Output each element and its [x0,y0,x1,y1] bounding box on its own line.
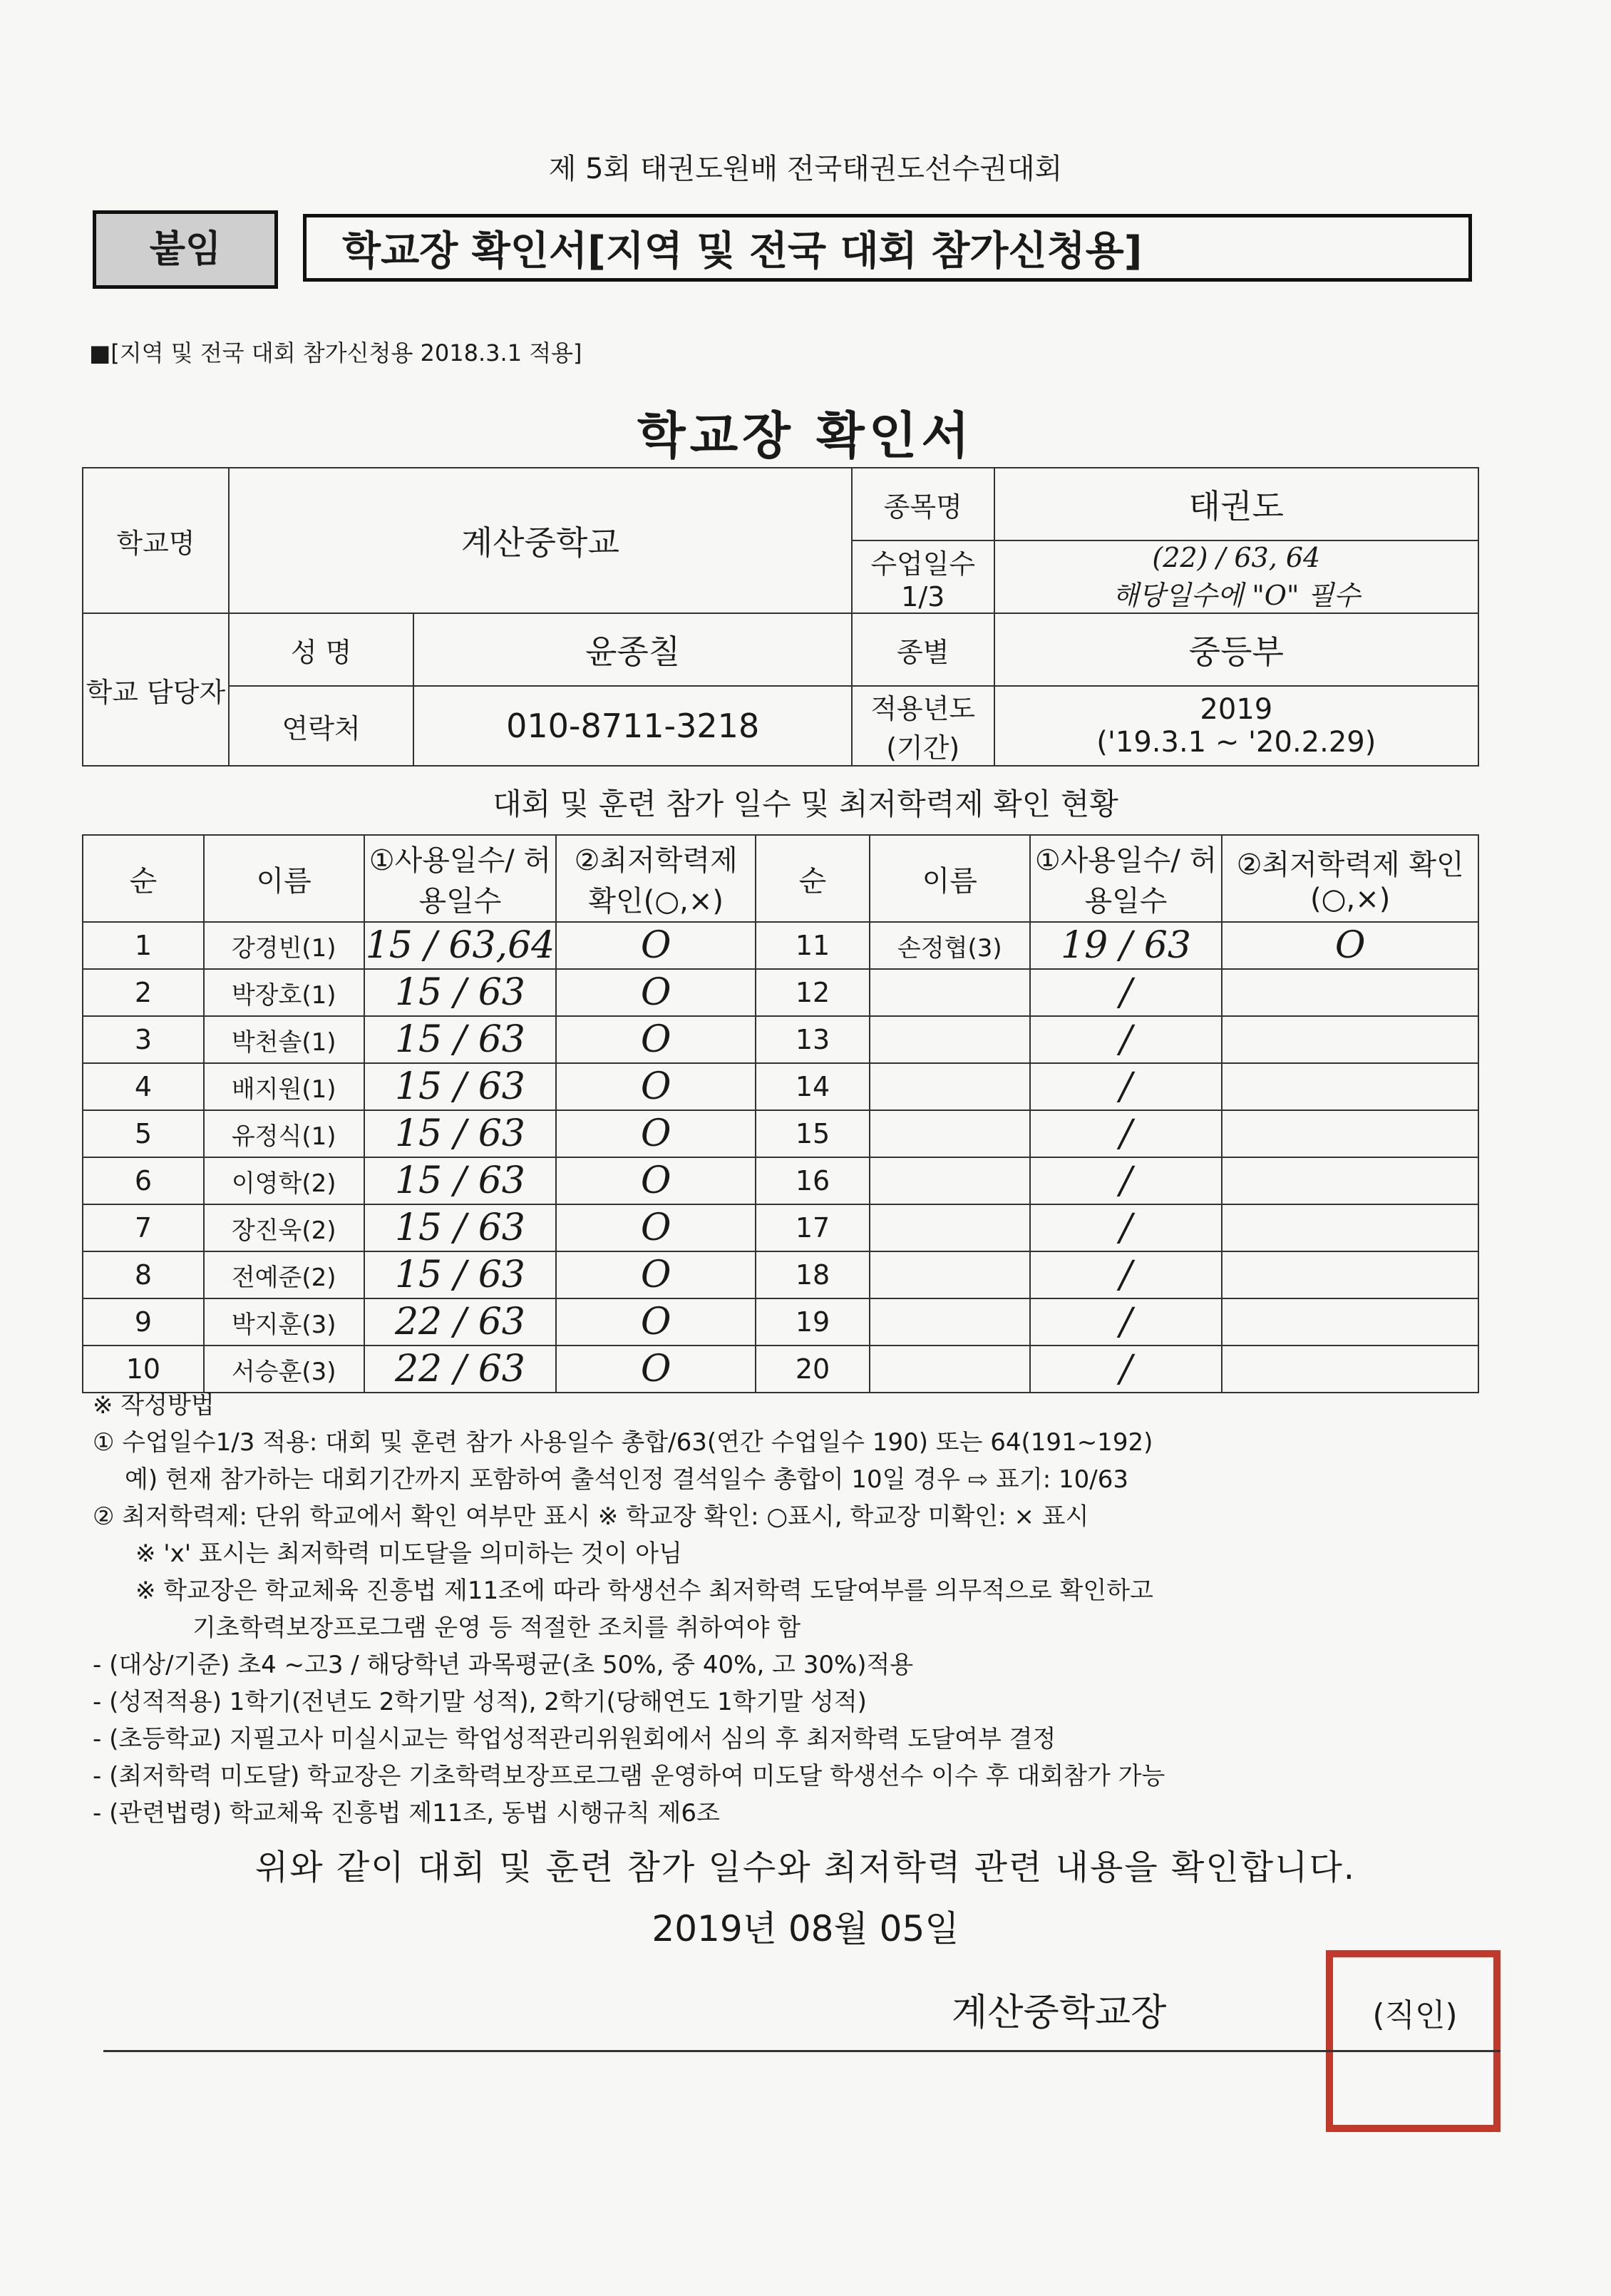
roster-row [83,1204,1478,1251]
row-no: 6 [83,1157,204,1204]
header-check: ②최저학력제 확인(○,×) [556,835,756,922]
row-days-2: / [1030,1157,1223,1204]
confirm-statement: 위와 같이 대회 및 훈련 참가 일수와 최저학력 관련 내용을 확인합니다. [254,1847,1357,1887]
notes-heading: ※ 작성방법 [93,1391,215,1420]
row-days-2: / [1030,1016,1223,1063]
class-days-value [994,540,1478,613]
row-name: 박지훈(3) [204,1298,364,1346]
row-days: 15 / 63 [364,1251,557,1298]
row-name: 유정식(1) [204,1110,364,1157]
year-value-cell [994,686,1478,766]
info-table [82,467,1479,767]
school-label: 학교명 [83,468,229,613]
issue-date: 2019년 08월 05일 [652,1908,959,1949]
row-days: 15 / 63 [364,1110,557,1157]
row-check-2 [1222,969,1478,1016]
row-no-2: 18 [756,1251,870,1298]
header-name-2: 이름 [870,835,1030,922]
row-days-2: / [1030,1346,1223,1393]
notes-line: - (최저학력 미도달) 학교장은 기초학력보장프로그램 운영하여 미도달 학생선수 이수 후 대회참가 가능 [93,1762,1165,1790]
row-check: O [556,969,756,1016]
row-days-2: 19 / 63 [1030,922,1223,969]
row-check-2 [1222,1204,1478,1251]
roster-table [82,834,1479,1393]
row-no: 8 [83,1251,204,1298]
row-no: 3 [83,1016,204,1063]
year-label: 적용년도 (기간) [852,686,994,766]
row-check: O [556,922,756,969]
row-name-2: 손정협(3) [870,922,1030,969]
notes-line: - (초등학교) 지필고사 미실시교는 학업성적관리위원회에서 심의 후 최저학력 도달여부 결정 [93,1725,1056,1753]
row-no: 5 [83,1110,204,1157]
row-no-2: 15 [756,1110,870,1157]
row-name-2 [870,1204,1030,1251]
header-days: ①사용일수/ 허용일수 [364,835,557,922]
row-check-2 [1222,1016,1478,1063]
row-days-2: / [1030,969,1223,1016]
row-name-2 [870,1157,1030,1204]
category-label: 종별 [852,613,994,686]
row-no: 10 [83,1346,204,1393]
roster-row [83,1157,1478,1204]
row-no: 7 [83,1204,204,1251]
roster-row [83,1063,1478,1110]
header-days-2: ①사용일수/ 허용일수 [1030,835,1223,922]
notes-line: 예) 현재 참가하는 대회기간까지 포함하여 출석인정 결석일수 총합이 10일 경우 ⇨ 표기: 10/63 [125,1465,1128,1494]
manager-label: 학교 담당자 [83,613,229,766]
row-no: 4 [83,1063,204,1110]
row-days-2: / [1030,1251,1223,1298]
name-value: 윤종칠 [413,613,851,686]
notes-line: ※ 'x' 표시는 최저학력 미도달을 의미하는 것이 아님 [135,1539,682,1568]
row-check: O [556,1298,756,1346]
notes-line: ① 수업일수1/3 적용: 대회 및 훈련 참가 사용일수 총합/63(연간 수업일수 190) 또는 64(191~192) [93,1428,1153,1457]
row-no-2: 11 [756,922,870,969]
row-name-2 [870,1016,1030,1063]
header-check-2: ②최저학력제 확인(○,×) [1222,835,1478,922]
notes-line: 기초학력보장프로그램 운영 등 적절한 조치를 취하여야 함 [192,1614,801,1642]
row-check-2 [1222,1298,1478,1346]
row-days: 15 / 63,64 [364,922,557,969]
row-name: 이영학(2) [204,1157,364,1204]
row-check-2 [1222,1063,1478,1110]
row-check: O [556,1110,756,1157]
row-name: 장진욱(2) [204,1204,364,1251]
row-name: 박천솔(1) [204,1016,364,1063]
contact-label: 연락처 [229,686,414,766]
bottom-rule [103,2050,1501,2052]
roster-row [83,1298,1478,1346]
roster-header-row [83,835,1478,922]
row-days-2: / [1030,1063,1223,1110]
row-name-2 [870,1110,1030,1157]
notes-line: - (관련법령) 학교체육 진흥법 제11조, 동법 시행규칙 제6조 [93,1799,720,1828]
header-no: 순 [83,835,204,922]
row-check-2 [1222,1157,1478,1204]
row-days: 15 / 63 [364,969,557,1016]
row-name: 전예준(2) [204,1251,364,1298]
row-check: O [556,1063,756,1110]
row-no: 9 [83,1298,204,1346]
category-value: 중등부 [994,613,1478,686]
row-days: 15 / 63 [364,1016,557,1063]
notes-line: - (성적적용) 1학기(전년도 2학기말 성적), 2학기(당해연도 1학기말 성적) [93,1688,867,1716]
row-no-2: 14 [756,1063,870,1110]
class-days-label: 수업일수 1/3 [852,540,994,613]
roster-row [83,1251,1478,1298]
row-check: O [556,1346,756,1393]
row-no: 2 [83,969,204,1016]
row-no-2: 17 [756,1204,870,1251]
roster-row [83,1110,1478,1157]
document-title: 학교장 확인서[지역 및 전국 대회 참가신청용] [303,214,1472,282]
row-name: 서승훈(3) [204,1346,364,1393]
class-days-fraction: (22) / 63, 64 [1152,541,1321,573]
principal-label: 계산중학교장 [952,1992,1167,2034]
roster-row [83,1346,1478,1393]
header-no-2: 순 [756,835,870,922]
official-seal [1326,1950,1501,2132]
roster-row [83,969,1478,1016]
row-check-2 [1222,1251,1478,1298]
notes-line: - (대상/기준) 초4 ~고3 / 해당학년 과목평균(초 50%, 중 40%, 고 30%)적용 [93,1651,914,1679]
writing-instructions [93,1387,1483,1832]
row-check-2 [1222,1110,1478,1157]
row-no-2: 12 [756,969,870,1016]
event-title: 제 5회 태권도원배 전국태권도선수권대회 [548,153,1063,185]
main-title: 학교장 확인서 [637,406,974,465]
row-check-2: O [1222,922,1478,969]
row-no-2: 19 [756,1298,870,1346]
row-name-2 [870,1063,1030,1110]
row-name: 박장호(1) [204,969,364,1016]
notes-line: ※ 학교장은 학교체육 진흥법 제11조에 따라 학생선수 최저학력 도달여부를 의무적으로 확인하고 [135,1577,1153,1605]
row-days-2: / [1030,1204,1223,1251]
row-check-2 [1222,1346,1478,1393]
status-title: 대회 및 훈련 참가 일수 및 최저학력제 확인 현황 [493,786,1118,821]
row-days: 15 / 63 [364,1204,557,1251]
row-name: 강경빈(1) [204,922,364,969]
row-name-2 [870,969,1030,1016]
school-value: 계산중학교 [229,468,852,613]
row-days: 15 / 63 [364,1063,557,1110]
row-no-2: 16 [756,1157,870,1204]
row-no: 1 [83,922,204,969]
row-name-2 [870,1346,1030,1393]
name-label: 성 명 [229,613,414,686]
header-name: 이름 [204,835,364,922]
row-days: 22 / 63 [364,1346,557,1393]
row-name: 배지원(1) [204,1063,364,1110]
application-note: ■[지역 및 전국 대회 참가신청용 2018.3.1 적용] [89,339,582,367]
sport-value: 태권도 [994,468,1478,540]
year-value: 2019 [1200,693,1273,726]
seal-label: (직인) [1372,1997,1458,2034]
row-check: O [556,1251,756,1298]
row-no-2: 20 [756,1346,870,1393]
notes-line: ② 최저학력제: 단위 학교에서 확인 여부만 표시 ※ 학교장 확인: ○표시, 학교장 미확인: × 표시 [93,1502,1089,1531]
period-value: ('19.3.1 ~ '20.2.29) [1096,726,1376,759]
row-days-2: / [1030,1110,1223,1157]
contact-value: 010-8711-3218 [413,686,851,766]
class-days-note: 해당일수에 "O" 필수 [1112,579,1360,611]
roster-row [83,922,1478,969]
attach-label: 붙임 [93,210,278,289]
roster-row [83,1016,1478,1063]
row-days: 22 / 63 [364,1298,557,1346]
sport-label: 종목명 [852,468,994,540]
row-check: O [556,1204,756,1251]
row-check: O [556,1157,756,1204]
row-name-2 [870,1298,1030,1346]
row-name-2 [870,1251,1030,1298]
row-no-2: 13 [756,1016,870,1063]
row-check: O [556,1016,756,1063]
row-days-2: / [1030,1298,1223,1346]
row-days: 15 / 63 [364,1157,557,1204]
